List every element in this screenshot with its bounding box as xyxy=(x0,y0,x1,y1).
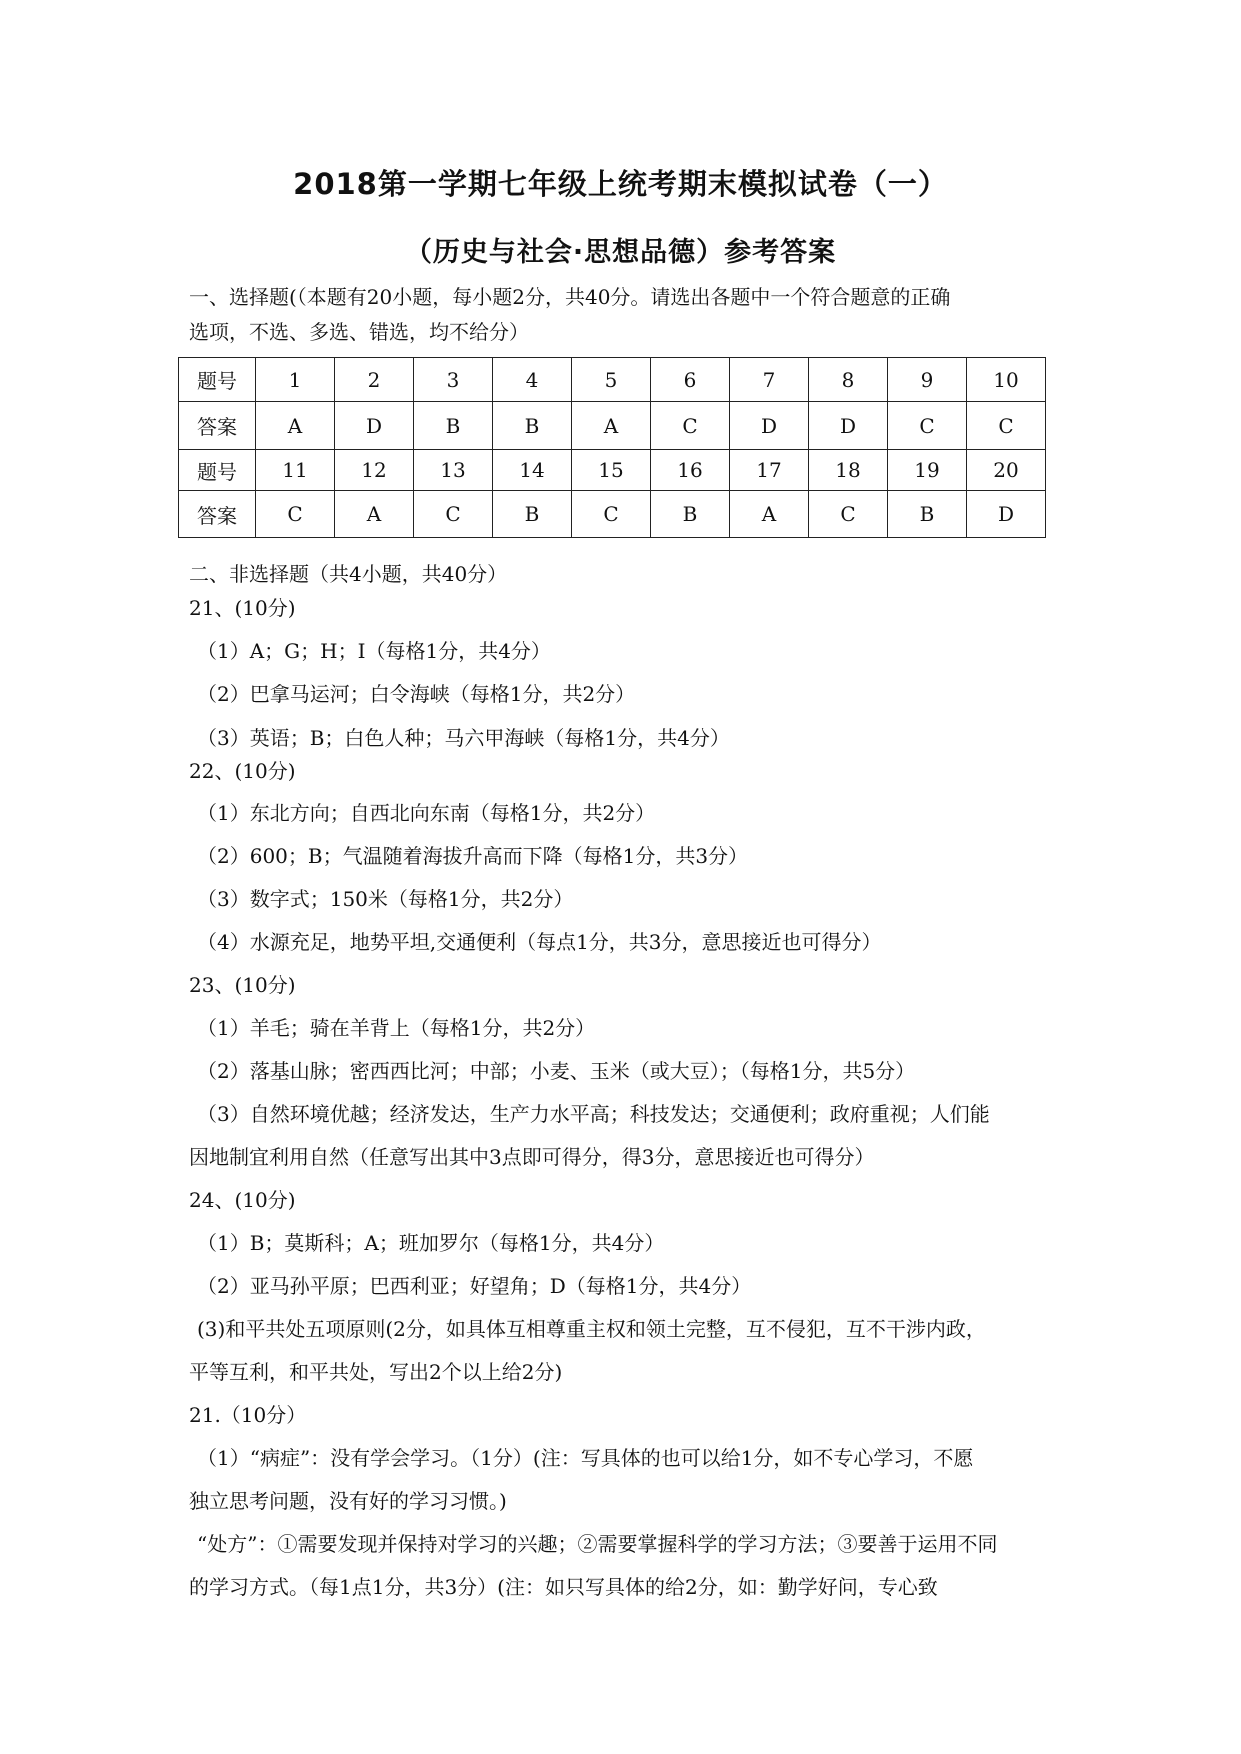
table-row xyxy=(179,358,1046,402)
row-label-number: 题号 xyxy=(179,450,256,491)
answer-cell: B xyxy=(414,402,493,450)
answer-cell: A xyxy=(335,491,414,538)
answer-cell: A xyxy=(256,402,335,450)
row-label-answer: 答案 xyxy=(179,491,256,538)
answer-cell: C xyxy=(572,491,651,538)
answer-cell: C xyxy=(651,402,730,450)
table-row xyxy=(179,491,1046,538)
q24-answer-3-line1: (3)和平共处五项原则(2分，如具体互相尊重主权和领土完整，互不侵犯，互不干涉内政， xyxy=(197,1317,986,1341)
question-number-cell: 12 xyxy=(335,450,414,491)
question-number-cell: 20 xyxy=(967,450,1046,491)
answer-cell: D xyxy=(335,402,414,450)
question-number-cell: 9 xyxy=(888,358,967,402)
question-number-cell: 10 xyxy=(967,358,1046,402)
q21b-header: 21.（10分） xyxy=(189,1403,307,1427)
q21-header: 21、(10分) xyxy=(189,596,296,620)
answer-table xyxy=(178,357,1046,538)
question-number-cell: 3 xyxy=(414,358,493,402)
answer-cell: B xyxy=(493,402,572,450)
answer-cell: D xyxy=(809,402,888,450)
page-subtitle: （历史与社会·思想品德）参考答案 xyxy=(404,237,837,268)
q24-header: 24、(10分) xyxy=(189,1188,296,1212)
section1-heading-line1: 一、选择题(（本题有20小题，每小题2分，共40分。请选出各题中一个符合题意的正确 xyxy=(189,285,951,309)
q21b-answer-1-line2: 独立思考问题，没有好的学习习惯。) xyxy=(189,1489,507,1513)
q23-answer-1: （1）羊毛；骑在羊背上（每格1分，共2分） xyxy=(197,1016,596,1040)
q23-header: 23、(10分) xyxy=(189,973,296,997)
q22-answer-3: （3）数字式；150米（每格1分，共2分） xyxy=(197,887,574,911)
page-title: 2018第一学期七年级上统考期末模拟试卷（一） xyxy=(293,167,948,201)
q23-answer-3-line1: （3）自然环境优越；经济发达，生产力水平高；科技发达；交通便利；政府重视；人们能 xyxy=(197,1102,990,1126)
q24-answer-2: （2）亚马孙平原；巴西利亚；好望角；D（每格1分，共4分） xyxy=(197,1274,752,1298)
q22-answer-2: （2）600；B；气温随着海拔升高而下降（每格1分，共3分） xyxy=(197,844,749,868)
q21-answer-1: （1）A；G；H；I（每格1分，共4分） xyxy=(197,639,551,663)
answer-cell: D xyxy=(967,491,1046,538)
question-number-cell: 1 xyxy=(256,358,335,402)
answer-cell: B xyxy=(888,491,967,538)
answer-cell: A xyxy=(572,402,651,450)
q21-answer-2: （2）巴拿马运河；白令海峡（每格1分，共2分） xyxy=(197,682,636,706)
question-number-cell: 14 xyxy=(493,450,572,491)
answer-cell: D xyxy=(730,402,809,450)
row-label-answer: 答案 xyxy=(179,402,256,450)
q21b-prescription-line2: 的学习方式。（每1点1分，共3分）(注：如只写具体的给2分，如：勤学好问，专心致 xyxy=(189,1575,938,1599)
section2-heading: 二、非选择题（共4小题，共40分） xyxy=(189,562,508,586)
question-number-cell: 6 xyxy=(651,358,730,402)
question-number-cell: 11 xyxy=(256,450,335,491)
q21-answer-3: （3）英语；B；白色人种；马六甲海峡（每格1分，共4分） xyxy=(197,726,730,750)
q23-answer-2: （2）落基山脉；密西西比河；中部；小麦、玉米（或大豆）；（每格1分，共5分） xyxy=(197,1059,916,1083)
q21b-prescription-line1: “处方”：①需要发现并保持对学习的兴趣；②需要掌握科学的学习方法；③要善于运用不同 xyxy=(197,1532,998,1556)
answer-cell: C xyxy=(888,402,967,450)
question-number-cell: 16 xyxy=(651,450,730,491)
question-number-cell: 15 xyxy=(572,450,651,491)
q22-answer-4: （4）水源充足，地势平坦,交通便利（每点1分，共3分，意思接近也可得分） xyxy=(197,930,882,954)
q24-answer-3-line2: 平等互利，和平共处，写出2个以上给2分) xyxy=(189,1360,563,1384)
question-number-cell: 2 xyxy=(335,358,414,402)
question-number-cell: 19 xyxy=(888,450,967,491)
answer-cell: B xyxy=(493,491,572,538)
question-number-cell: 5 xyxy=(572,358,651,402)
table-row xyxy=(179,402,1046,450)
answer-cell: C xyxy=(967,402,1046,450)
question-number-cell: 17 xyxy=(730,450,809,491)
q22-answer-1: （1）东北方向；自西北向东南（每格1分，共2分） xyxy=(197,801,656,825)
answer-cell: A xyxy=(730,491,809,538)
answer-cell: C xyxy=(256,491,335,538)
question-number-cell: 18 xyxy=(809,450,888,491)
q24-answer-1: （1）B；莫斯科；A；班加罗尔（每格1分，共4分） xyxy=(197,1231,665,1255)
table-row xyxy=(179,450,1046,491)
row-label-number: 题号 xyxy=(179,358,256,402)
question-number-cell: 13 xyxy=(414,450,493,491)
q21b-answer-1-line1: （1）“病症”：没有学会学习。（1分）(注：写具体的也可以给1分，如不专心学习，不愿 xyxy=(197,1446,974,1470)
answer-cell: C xyxy=(809,491,888,538)
answer-cell: B xyxy=(651,491,730,538)
answer-cell: C xyxy=(414,491,493,538)
question-number-cell: 4 xyxy=(493,358,572,402)
question-number-cell: 7 xyxy=(730,358,809,402)
section1-heading-line2: 选项，不选、多选、错选，均不给分） xyxy=(189,320,529,344)
q23-answer-3-line2: 因地制宜利用自然（任意写出其中3点即可得分，得3分，意思接近也可得分） xyxy=(189,1145,875,1169)
q22-header: 22、(10分) xyxy=(189,759,296,783)
question-number-cell: 8 xyxy=(809,358,888,402)
